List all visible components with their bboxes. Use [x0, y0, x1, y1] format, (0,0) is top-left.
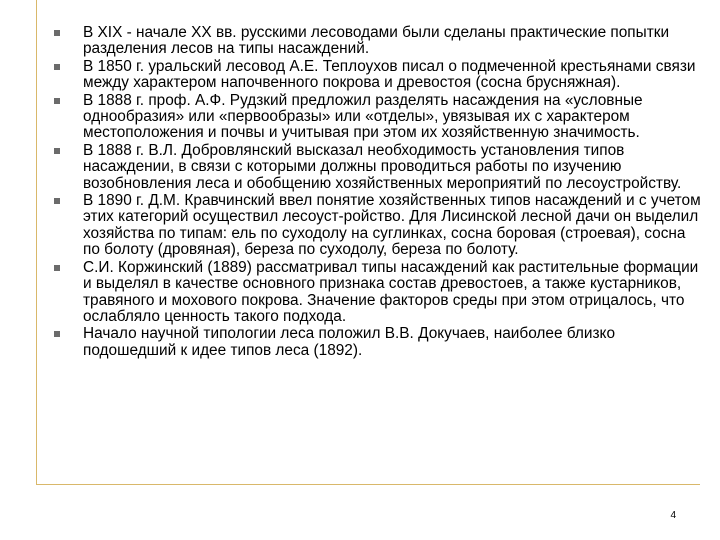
- bullet-text: В XIX - начале XX вв. русскими лесоводами были сделаны практические попытки разделения лесов на типы насаждений.: [83, 24, 670, 58]
- bullet-text: Начало научной типологии леса положил В.В. Докучаев, наиболее близко подошедший к идее типов леса (1892).: [83, 325, 616, 359]
- square-bullet-icon: [54, 198, 60, 204]
- square-bullet-icon: [54, 30, 60, 36]
- frame-line-bottom: [36, 484, 700, 485]
- bullet-text: В 1890 г. Д.М. Кравчинский ввел понятие хозяйственных типов насаждений и с учетом этих категорий осуществил лесоуст-ройство. Для Лисинской лесной дачи он выделил хозяйства по типам: ель по суходолу на суглинках, сосна боровая (строевая), сосна по болоту (дровяная), береза по суходолу, береза по болоту.: [83, 192, 701, 259]
- bullet-item: [52, 59, 702, 92]
- frame-line-left: [36, 0, 37, 484]
- bullet-item: [52, 25, 702, 58]
- page-number: 4: [670, 510, 676, 521]
- bullet-text: В 1888 г. проф. А.Ф. Рудзкий предложил разделять насаждения на «условные однообразия» или «первообразы» или «отделы», увязывая их с характером местоположения и почвы и учитывая при этом их хозяйственную значимость.: [83, 91, 643, 142]
- square-bullet-icon: [54, 331, 60, 337]
- square-bullet-icon: [54, 64, 60, 70]
- bullet-item: [52, 326, 702, 359]
- bullet-list: [52, 25, 702, 359]
- bullet-item: [52, 260, 702, 326]
- bullet-item: [52, 193, 702, 259]
- bullet-item: [52, 93, 702, 142]
- bullet-item: [52, 143, 702, 192]
- square-bullet-icon: [54, 98, 60, 104]
- bullet-text: С.И. Коржинский (1889) рассматривал типы насаждений как растительные формации и выделял в качестве основного признака состав древостоев, а также кустарников, травяного и мохового покрова. Значение факторов среды при этом отрицалось, что ослабляло ценность такого подхода.: [83, 258, 699, 325]
- bullet-text: В 1888 г. В.Л. Добровлянский высказал необходимость установления типов насаждении, в связи с которыми должны проводиться работы по изучению возобновления леса и обобщению хозяйственных мероприятий по лесоустройству.: [83, 141, 682, 192]
- slide-content: [52, 25, 702, 360]
- square-bullet-icon: [54, 265, 60, 271]
- square-bullet-icon: [54, 148, 60, 154]
- bullet-text: В 1850 г. уральский лесовод А.Е. Теплоухов писал о подмеченной крестьянами связи между характером напочвенного покрова и древостоя (сосна брусняжная).: [83, 57, 696, 92]
